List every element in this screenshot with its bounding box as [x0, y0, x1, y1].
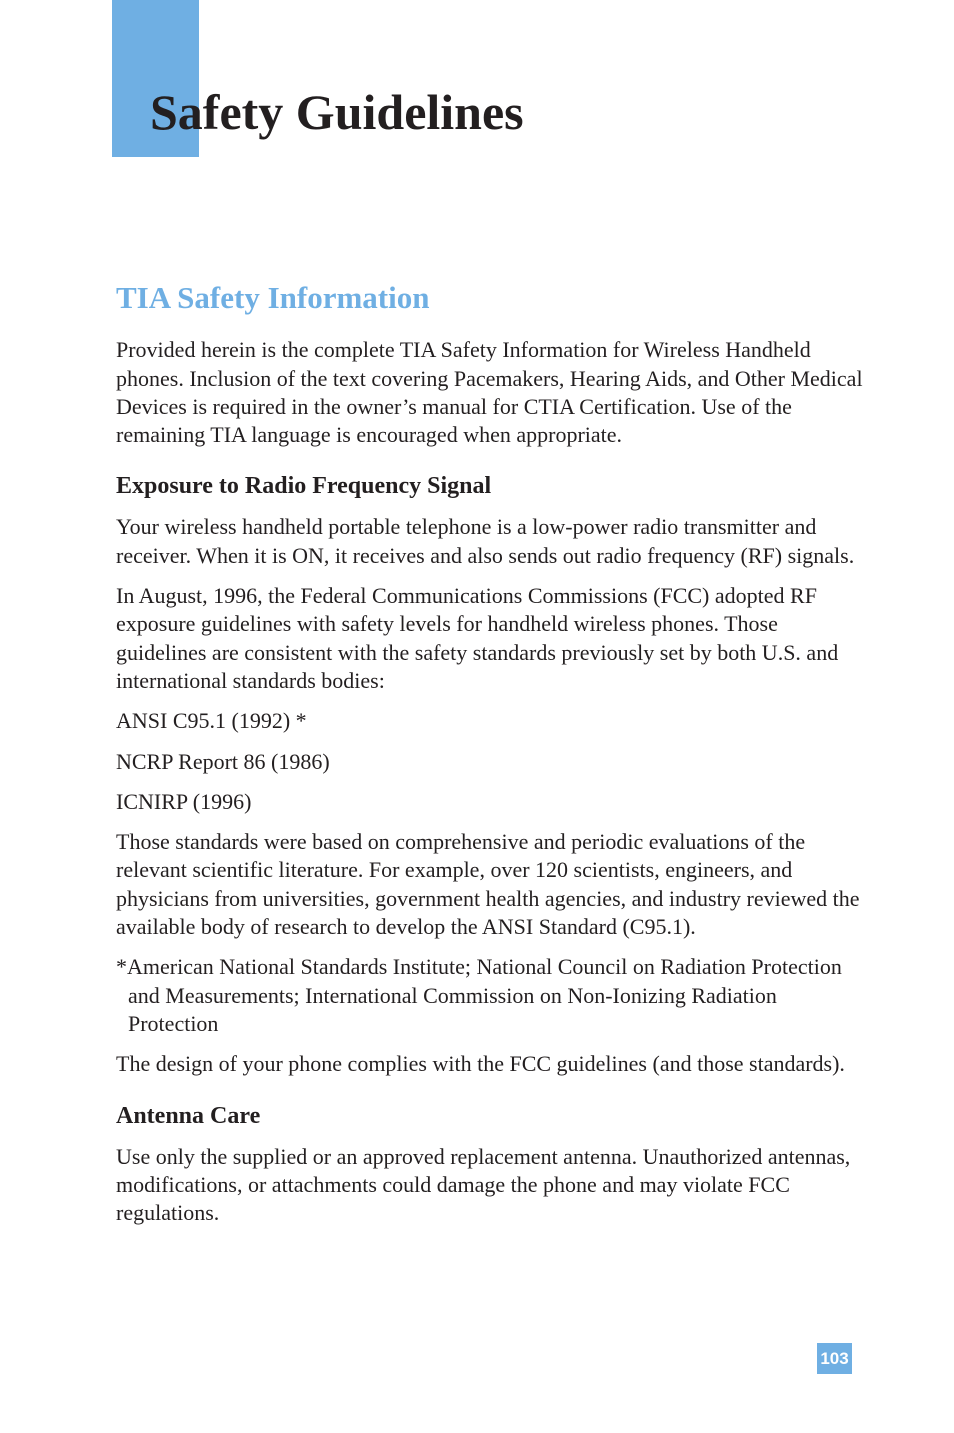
exposure-paragraph-1: Your wireless handheld portable telephone is a low-power radio transmitter and receiver. When it is ON, it receives and also sends out radio frequency (RF) signals.: [116, 514, 855, 568]
exposure-paragraph-3: Those standards were based on comprehensive and periodic evaluations of the relevant scientific literature. For example, over 120 scientists, engineers, and physicians from universities, government health agencies, and industry reviewed the available body of research to develop the ANSI Standard (C95.1).: [116, 829, 860, 940]
tia-intro-paragraph: Provided herein is the complete TIA Safety Information for Wireless Handheld phones. Inclusion of the text covering Pacemakers, Hearing Aids, and Other Medical Devices is required in the owner’s manual for CTIA Certification. Use of the remaining TIA language is encouraged when appropriate.: [116, 337, 863, 448]
page-title: Safety Guidelines: [150, 84, 524, 140]
standards-footnote: *American National Standards Institute; National Council on Radiation Protection and Measurements; International Commission on Non-Ionizing Radiation Protection: [116, 954, 842, 1036]
subheading-exposure: Exposure to Radio Frequency Signal: [116, 473, 492, 500]
page-content: [116, 278, 866, 1239]
exposure-paragraph-4: The design of your phone complies with the FCC guidelines (and those standards).: [116, 1051, 845, 1077]
page-number-badge: 103: [817, 1343, 852, 1374]
antenna-paragraph: Use only the supplied or an approved replacement antenna. Unauthorized antennas, modifications, or attachments could damage the phone and may violate FCC regulations.: [116, 1143, 851, 1226]
standard-item: ANSI C95.1 (1992) *: [116, 708, 307, 734]
subheading-antenna-care: Antenna Care: [116, 1102, 261, 1129]
exposure-paragraph-2: In August, 1996, the Federal Communications Commissions (FCC) adopted RF exposure guidelines with safety levels for handheld wireless phones. Those guidelines are consistent with the safety standards previously set by both U.S. and international standards bodies:: [116, 583, 839, 693]
standard-item: NCRP Report 86 (1986): [116, 748, 330, 774]
section-heading-tia: TIA Safety Information: [116, 280, 430, 315]
standard-item: ICNIRP (1996): [116, 788, 252, 814]
